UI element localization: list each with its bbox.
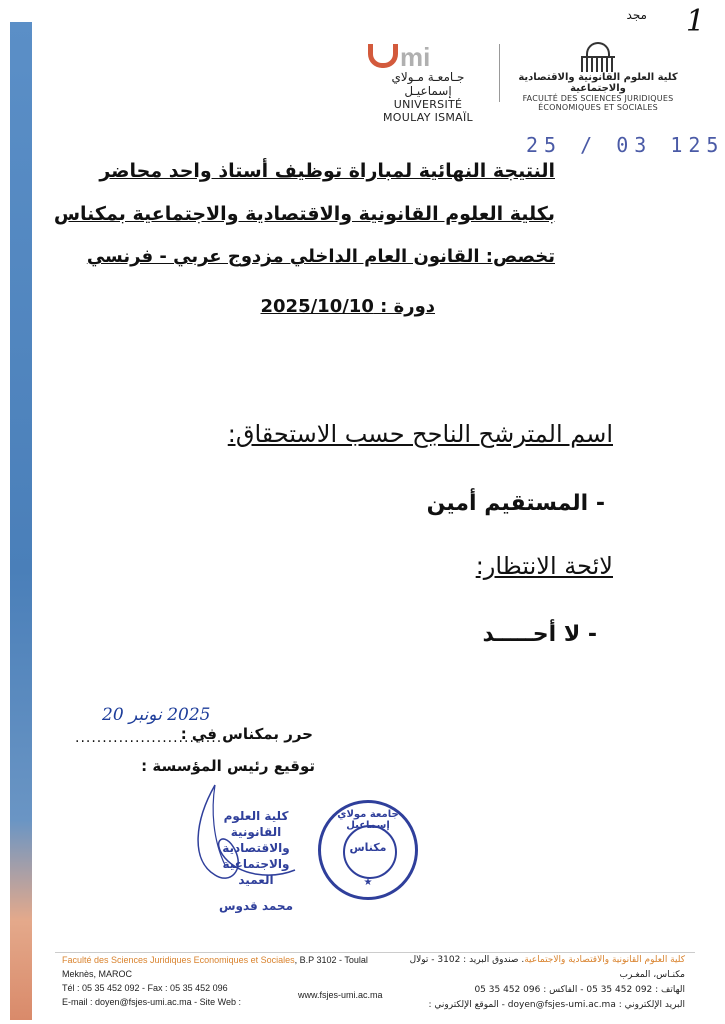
dean-stamp: كلية العلوم القانونية والاقتصادية والاجتماعية العميد محمد قدوس [218,809,294,913]
university-round-stamp: جامعة مولاي إسماعيل مكناس ★ [318,800,418,900]
faculty-name-french: FACULTÉ DES SCIENCES JURIDIQUES ÉCONOMIQUES ET SOCIALES [522,94,674,112]
issued-at-label: حرر بمكناس في : [180,725,313,743]
document-title-line1: النتيجة النهائية لمباراة توظيف أستاذ واحد محاضر [99,160,555,182]
footer-french-address: Faculté des Sciences Juridiques Economiques et Sociales, B.P 3102 - Toulal Meknès, MAROC Tél : 05 35 452 092 - Fax : 05 35 452 096 E-mail : doyen@fsjes-umi.ac.ma - Site Web : [62,955,368,1007]
document-title-line2: بكلية العلوم القانونية والاقتصادية والاجتماعية بمكناس [53,203,555,225]
faculty-name-arabic: كلية العلوم القانونية والاقتصادية والاجتماعية [518,72,678,94]
faculty-building-icon [581,42,615,70]
umi-logo-icon: mi [368,40,488,68]
footer-website-link[interactable]: www.fsjes-umi.ac.ma [298,990,383,1000]
waiting-list-heading: لائحة الانتظار: [475,552,613,580]
reference-number-stamp: 25 / 03 125 [526,133,725,157]
successful-candidate-name: - المستقيم أمين [426,491,605,516]
waiting-list-entry: - لا أحـــــد [482,622,597,647]
university-name-arabic: جـامعـة مـولاي إسماعيـل [391,70,465,98]
logo-divider [499,44,500,102]
page-number: 1 [685,4,705,39]
faculty-logo [508,42,688,112]
footer-arabic-address: كلية العلوم القانونية والاقتصادية والاجتماعية. صندوق البريد : 3102 - تولال مكنـاس، المغـرب الهاتف : 092 452 35 05 - الفاكس : 096 452 35 05 البريد الإلكتروني : doyen@fsjes-umi.ac.ma - الموقع الإلكتروني : [409,955,685,1010]
university-logo [368,40,488,124]
director-signature-label: توقيع رئيس المؤسسة : [141,757,315,775]
corner-handwritten-mark: مجد [626,8,647,22]
issued-date-dots: ........................... [75,730,223,746]
document-title-session: دورة : 2025/10/10 [260,296,435,317]
university-name-french: UNIVERSITÉ MOULAY ISMAÏL [383,98,473,124]
handwritten-date: 2025 نونبر 20 [102,705,211,725]
document-title-specialty: تخصص: القانون العام الداخلي مزدوج عربي - فرنسي [86,246,555,267]
successful-candidate-heading: اسم المترشح الناجح حسب الاستحقاق: [227,420,613,448]
